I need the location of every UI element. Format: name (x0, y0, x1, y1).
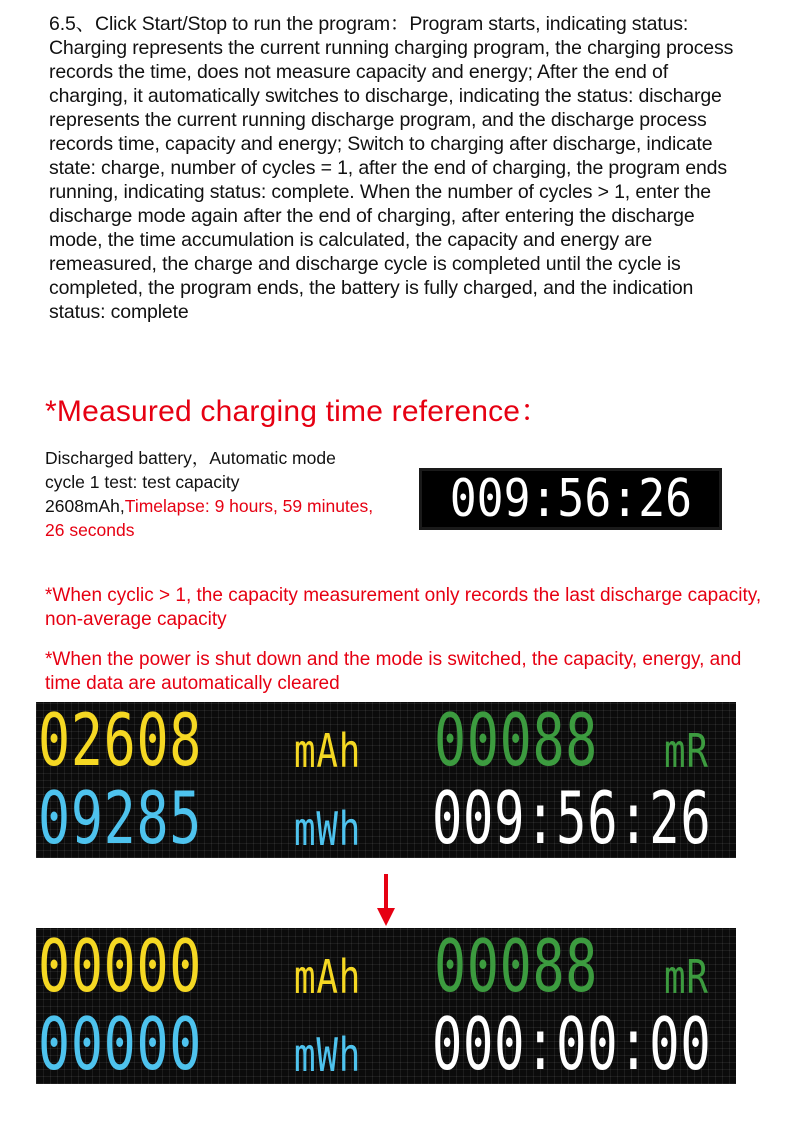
display-row-bottom (36, 776, 736, 858)
display-row-bottom (36, 1002, 736, 1084)
resistance-unit: mR (664, 950, 709, 1004)
time-value: 000:00:00 (432, 1002, 712, 1084)
energy-unit: mWh (294, 1028, 362, 1082)
display-row-top (36, 702, 736, 782)
capacity-unit: mAh (294, 950, 362, 1004)
energy-value: 09285 (38, 776, 203, 858)
resistance-value: 00088 (434, 702, 599, 782)
intro-paragraph: 6.5、Click Start/Stop to run the program：Program starts, indicating status: Charging represents the current running charging program, the charging process records the time, does not measure capacity and energy; After the end of charging, it automatically switches to discharge, indicating the status: discharge represents the current running discharge program, and the discharge process records time, capacity and energy; Switch to charging after discharge, indicate state: charge, number of cycles = 1, after the end of charging, the program ends running, indicating status: complete. When the number of cycles > 1, enter the discharge mode again after the end of charging, after entering the discharge mode, the time accumulation is calculated, the capacity and energy are remeasured, the charge and discharge cycle is completed until the cycle is completed, the program ends, the battery is fully charged, and the indication status: complete (49, 13, 734, 323)
resistance-value: 00088 (434, 928, 599, 1008)
note-power-off: *When the power is shut down and the mode is switched, the capacity, energy, and time data are automatically cleared (45, 649, 742, 694)
display-row-top (36, 928, 736, 1008)
time-value: 009:56:26 (432, 776, 712, 858)
capacity-unit: mAh (294, 724, 362, 778)
capacity-value: 02608 (38, 702, 203, 782)
reference-line-1: Discharged battery，Automatic mode (45, 448, 336, 468)
measured-time-heading: *Measured charging time reference： (45, 395, 551, 428)
display-panel-after (36, 928, 736, 1084)
resistance-unit: mR (664, 724, 709, 778)
reference-line-2: cycle 1 test: test capacity (45, 472, 240, 492)
reference-line-4-timelapse: 26 seconds (45, 520, 135, 540)
reference-line-3-timelapse: Timelapse: 9 hours, 59 minutes, (124, 496, 374, 516)
reference-timer-value: 009:56:26 (449, 469, 692, 529)
reference-timer-display (419, 468, 722, 530)
note-cyclic: *When cyclic > 1, the capacity measurement only records the last discharge capacity, non-average capacity (45, 585, 762, 630)
energy-value: 00000 (38, 1002, 203, 1084)
arrow-down-icon (376, 874, 396, 926)
reference-line-3-capacity: 2608mAh, (45, 496, 125, 516)
energy-unit: mWh (294, 802, 362, 856)
capacity-value: 00000 (38, 928, 203, 1008)
display-panel-before (36, 702, 736, 858)
reference-description (45, 446, 425, 542)
